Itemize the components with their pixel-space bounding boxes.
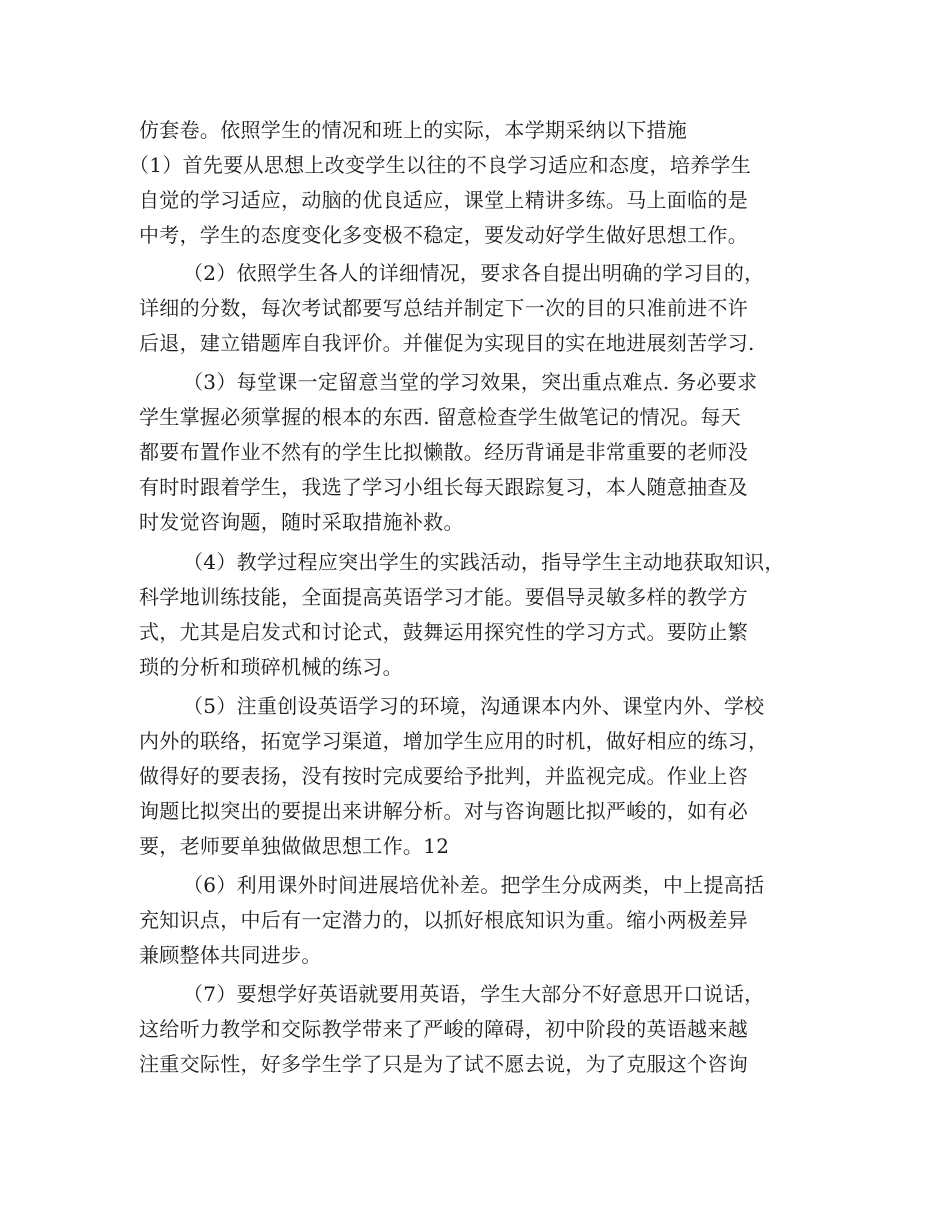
text-line-21: 要，老师要单独做做思想工作。12 — [139, 834, 450, 858]
text-line-23: 充知识点，中后有一定潜力的，以抓好根底知识为重。缩小两极差异 — [139, 908, 748, 932]
text-line-24: 兼顾整体共同进步。 — [139, 943, 322, 967]
text-line-7: 后退，建立错题库自我评价。并催促为实现目的实在地进展刻苦学习. — [139, 331, 755, 355]
text-line-15: 式，尤其是启发式和讨论式，鼓舞运用探究性的学习方式。要防止繁 — [139, 620, 748, 644]
text-line-16: 琐的分析和琐碎机械的练习。 — [139, 655, 403, 679]
text-line-14: 科学地训练技能，全面提高英语学习才能。要倡导灵敏多样的教学方 — [139, 585, 748, 609]
text-line-26: 这给听力教学和交际教学带来了严峻的障碍，初中阶段的英语越来越 — [139, 1017, 748, 1041]
text-line-5: （2）依照学生各人的详细情况，要求各自提出明确的学习目的， — [183, 261, 765, 285]
text-line-3: 自觉的学习适应，动脑的优良适应，课堂上精讲多练。马上面临的是 — [139, 188, 748, 212]
text-line-20: 询题比拟突出的要提出来讲解分析。对与咨询题比拟严峻的，如有必 — [139, 799, 748, 823]
text-line-4: 中考，学生的态度变化多变极不稳定，要发动好学生做好思想工作。 — [139, 223, 748, 247]
text-line-8: （3）每堂课一定留意当堂的学习效果，突出重点难点. 务必要求 — [183, 370, 758, 394]
text-line-1: 仿套卷。依照学生的情况和班上的实际，本学期采纳以下措施 — [139, 118, 688, 142]
text-line-18: 内外的联络，拓宽学习渠道，增加学生应用的时机，做好相应的练习， — [139, 729, 769, 753]
text-line-27: 注重交际性，好多学生学了只是为了试不愿去说，为了克服这个咨询 — [139, 1052, 748, 1076]
text-line-11: 有时时跟着学生，我选了学习小组长每天跟踪复习，本人随意抽查及 — [139, 475, 748, 499]
text-line-9: 学生掌握必须掌握的根本的东西. 留意检查学生做笔记的情况。每天 — [139, 405, 742, 429]
text-line-13: （4）教学过程应突出学生的实践活动，指导学生主动地获取知识， — [183, 550, 785, 574]
text-line-2: （1）首先要从思想上改变学生以往的不良学习适应和态度，培养学生 — [129, 153, 752, 177]
text-line-19: 做得好的要表扬，没有按时完成要给予批判，并监视完成。作业上咨 — [139, 764, 748, 788]
text-line-10: 都要布置作业不然有的学生比拟懒散。经历背诵是非常重要的老师没 — [139, 440, 748, 464]
text-line-17: （5）注重创设英语学习的环境，沟通课本内外、课堂内外、学校 — [183, 694, 765, 718]
text-line-6: 详细的分数，每次考试都要写总结并制定下一次的目的只准前进不许 — [139, 296, 748, 320]
text-line-12: 时发觉咨询题，随时采取措施补救。 — [139, 510, 464, 534]
text-line-25: （7）要想学好英语就要用英语，学生大部分不好意思开口说话， — [183, 982, 765, 1006]
text-line-22: （6）利用课外时间进展培优补差。把学生分成两类，中上提高括 — [183, 873, 765, 897]
